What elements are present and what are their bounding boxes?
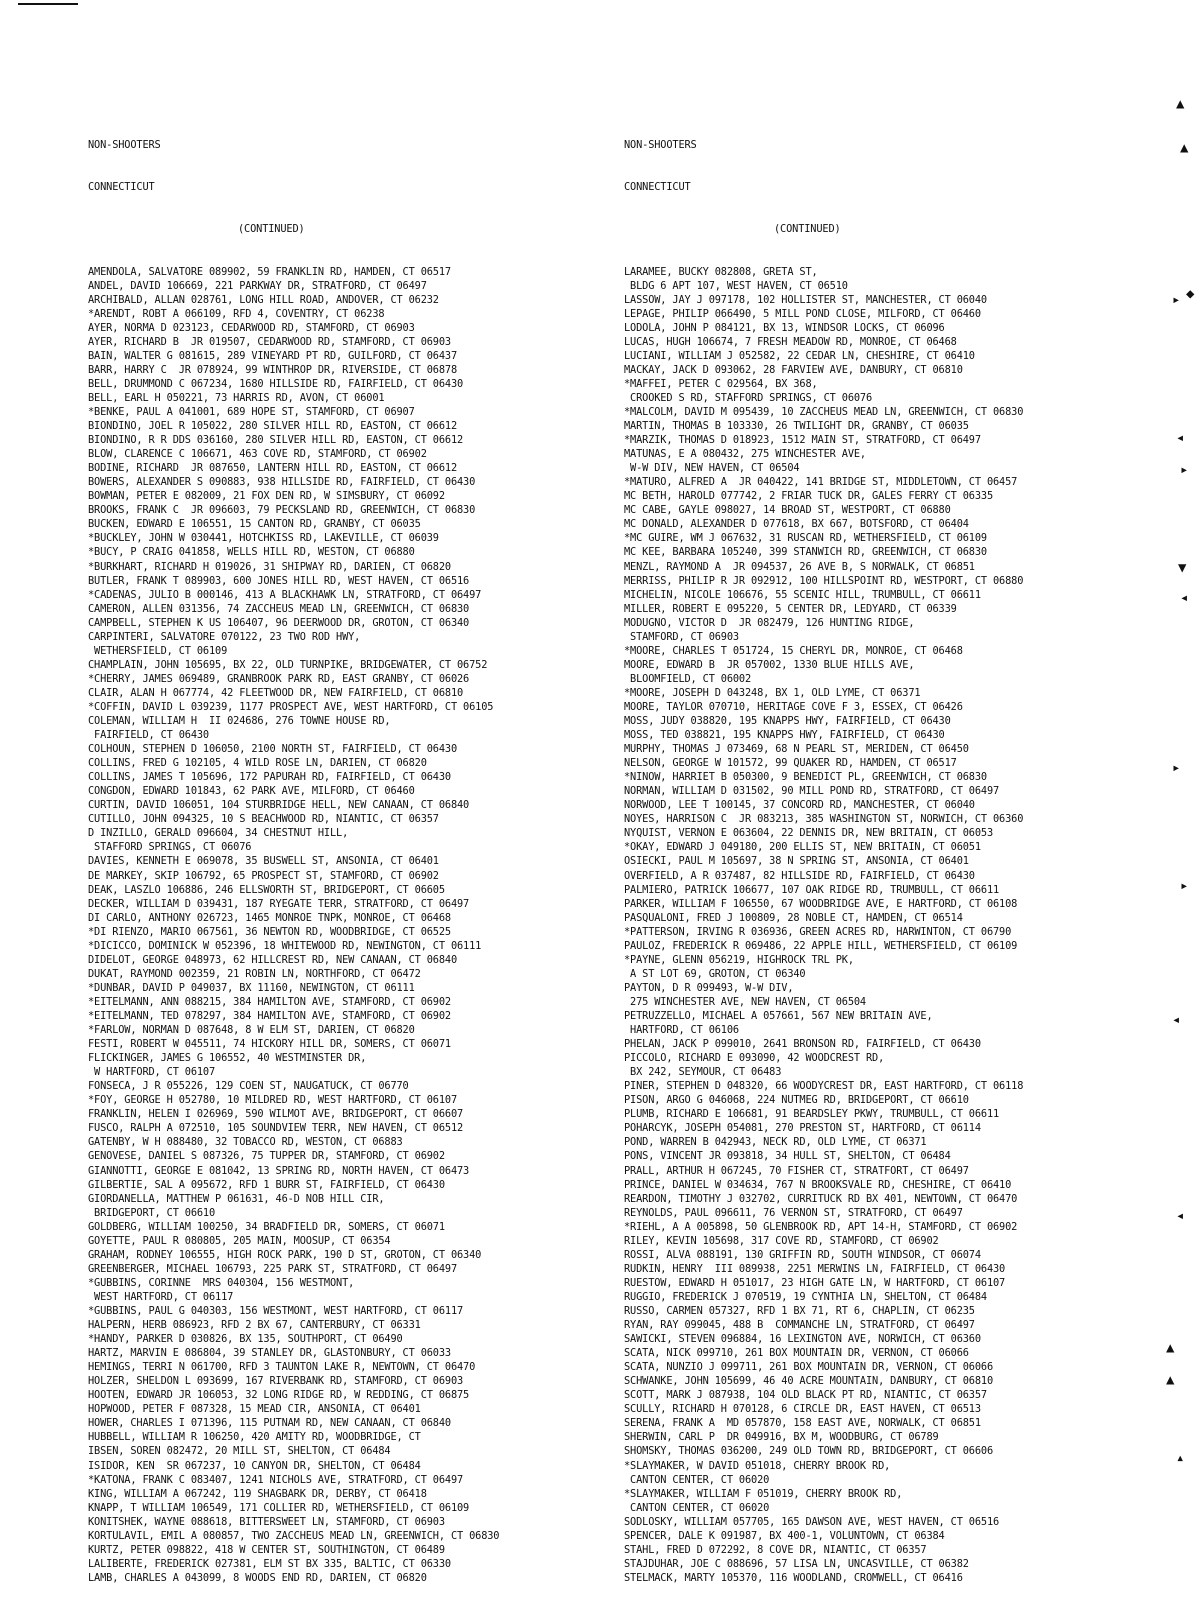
list-item: PLUMB, RICHARD E 106681, 91 BEARDSLEY PKWY, TRUMBULL, CT 06611 [624,1108,1000,1121]
list-item: *FOY, GEORGE H 052780, 10 MILDRED RD, WEST HARTFORD, CT 06107 [88,1094,458,1107]
list-item: FESTI, ROBERT W 045511, 74 HICKORY HILL DR, SOMERS, CT 06071 [88,1038,451,1051]
list-item: HOLZER, SHELDON L 093699, 167 RIVERBANK RD, STAMFORD, CT 06903 [88,1375,464,1388]
list-item: PASQUALONI, FRED J 100809, 28 NOBLE CT, HAMDEN, CT 06514 [624,911,963,924]
list-item: COLHOUN, STEPHEN D 106050, 2100 NORTH ST, FAIRFIELD, CT 06430 [88,743,458,756]
list-item: COLEMAN, WILLIAM H II 024686, 276 TOWNE HOUSE RD, [88,715,391,728]
continued-label: (CONTINUED) [238,223,305,236]
scan-edge-line [18,3,78,5]
list-item: LEPAGE, PHILIP 066490, 5 MILL POND CLOSE, MILFORD, CT 06460 [624,307,981,320]
list-item: NORMAN, WILLIAM D 031502, 90 MILL POND RD, STRATFORD, CT 06497 [624,785,1000,798]
list-item: *MARZIK, THOMAS D 018923, 1512 MAIN ST, STRATFORD, CT 06497 [624,434,981,447]
list-item: GENOVESE, DANIEL S 087326, 75 TUPPER DR, STAMFORD, CT 06902 [88,1150,445,1163]
list-item: COLLINS, JAMES T 105696, 172 PAPURAH RD, FAIRFIELD, CT 06430 [88,771,451,784]
list-item: W-W DIV, NEW HAVEN, CT 06504 [624,462,800,475]
list-item: GOLDBERG, WILLIAM 100250, 34 BRADFIELD DR, SOMERS, CT 06071 [88,1220,445,1233]
section-title: NON-SHOOTERS [624,139,697,152]
list-item: MENZL, RAYMOND A JR 094537, 26 AVE B, S NORWALK, CT 06851 [624,560,975,573]
list-item: NORWOOD, LEE T 100145, 37 CONCORD RD, MANCHESTER, CT 06040 [624,799,975,812]
list-item: WETHERSFIELD, CT 06109 [88,644,228,657]
list-item: RUESTOW, EDWARD H 051017, 23 HIGH GATE LN, W HARTFORD, CT 06107 [624,1276,1006,1289]
list-item: *GUBBINS, CORINNE MRS 040304, 156 WESTMONT, [88,1276,355,1289]
list-item: HOOTEN, EDWARD JR 106053, 32 LONG RIDGE RD, W REDDING, CT 06875 [88,1389,470,1402]
left-column [88,110,628,1599]
list-item: CLAIR, ALAN H 067774, 42 FLEETWOOD DR, NEW FAIRFIELD, CT 06810 [88,686,464,699]
list-item: MC DONALD, ALEXANDER D 077618, BX 667, BOTSFORD, CT 06404 [624,518,969,531]
list-item: PARKER, WILLIAM F 106550, 67 WOODBRIDGE AVE, E HARTFORD, CT 06108 [624,897,1018,910]
list-item: BIONDINO, R R DDS 036160, 280 SILVER HILL RD, EASTON, CT 06612 [88,434,464,447]
list-item: RUSSO, CARMEN 057327, RFD 1 BX 71, RT 6, CHAPLIN, CT 06235 [624,1304,975,1317]
list-item: MERRISS, PHILIP R JR 092912, 100 HILLSPOINT RD, WESTPORT, CT 06880 [624,574,1024,587]
list-item: *GUBBINS, PAUL G 040303, 156 WESTMONT, WEST HARTFORD, CT 06117 [88,1304,464,1317]
list-item: *MOORE, JOSEPH D 043248, BX 1, OLD LYME, CT 06371 [624,686,921,699]
list-item: MODUGNO, VICTOR D JR 082479, 126 HUNTING RIDGE, [624,616,915,629]
margin-mark: ◂ [1180,590,1189,606]
entry-list [88,265,628,1585]
list-item: KNAPP, T WILLIAM 106549, 171 COLLIER RD, WETHERSFIELD, CT 06109 [88,1501,470,1514]
list-item: *COFFIN, DAVID L 039239, 1177 PROSPECT AVE, WEST HARTFORD, CT 06105 [88,700,494,713]
list-item: LUCAS, HUGH 106674, 7 FRESH MEADOW RD, MONROE, CT 06468 [624,335,957,348]
list-item: MOSS, JUDY 038820, 195 KNAPPS HWY, FAIRFIELD, CT 06430 [624,715,951,728]
list-item: HEMINGS, TERRI N 061700, RFD 3 TAUNTON LAKE R, NEWTOWN, CT 06470 [88,1361,476,1374]
list-item: RUDKIN, HENRY III 089938, 2251 MERWINS LN, FAIRFIELD, CT 06430 [624,1262,1006,1275]
list-item: *MAFFEI, PETER C 029564, BX 368, [624,377,818,390]
list-item: BRIDGEPORT, CT 06610 [88,1206,216,1219]
margin-mark: ▸ [1180,878,1189,894]
list-item: FAIRFIELD, CT 06430 [88,729,209,742]
list-item: *SLAYMAKER, WILLIAM F 051019, CHERRY BROOK RD, [624,1487,903,1500]
right-column [624,110,1187,1599]
list-item: AMENDOLA, SALVATORE 089902, 59 FRANKLIN RD, HAMDEN, CT 06517 [88,265,451,278]
list-item: RILEY, KEVIN 105698, 317 COVE RD, STAMFORD, CT 06902 [624,1234,939,1247]
margin-mark: ▸ [1172,760,1181,776]
list-item: DI CARLO, ANTHONY 026723, 1465 MONROE TNPK, MONROE, CT 06468 [88,911,451,924]
list-item: MICHELIN, NICOLE 106676, 55 SCENIC HILL, TRUMBULL, CT 06611 [624,588,981,601]
margin-mark: ▼ [1178,560,1187,576]
list-item: PRALL, ARTHUR H 067245, 70 FISHER CT, STRATFORT, CT 06497 [624,1164,969,1177]
margin-mark: ◂ [1172,1012,1181,1028]
list-item: OVERFIELD, A R 037487, 82 HILLSIDE RD, FAIRFIELD, CT 06430 [624,869,975,882]
list-item: *CADENAS, JULIO B 000146, 413 A BLACKHAWK LN, STRATFORD, CT 06497 [88,588,482,601]
list-item: PAULOZ, FREDERICK R 069486, 22 APPLE HILL, WETHERSFIELD, CT 06109 [624,939,1018,952]
list-item: LARAMEE, BUCKY 082808, GRETA ST, [624,265,818,278]
list-item: DUKAT, RAYMOND 002359, 21 ROBIN LN, NORTHFORD, CT 06472 [88,967,421,980]
list-item: HOPWOOD, PETER F 087328, 15 MEAD CIR, ANSONIA, CT 06401 [88,1403,421,1416]
list-item: 275 WINCHESTER AVE, NEW HAVEN, CT 06504 [624,995,866,1008]
list-item: BLOW, CLARENCE C 106671, 463 COVE RD, STAMFORD, CT 06902 [88,448,427,461]
list-item: LODOLA, JOHN P 084121, BX 13, WINDSOR LOCKS, CT 06096 [624,321,945,334]
list-item: *ARENDT, ROBT A 066109, RFD 4, COVENTRY, CT 06238 [88,307,385,320]
margin-mark: ▲ [1176,96,1185,112]
list-item: MC CABE, GAYLE 098027, 14 BROAD ST, WESTPORT, CT 06880 [624,504,951,517]
list-item: REARDON, TIMOTHY J 032702, CURRITUCK RD BX 401, NEWTOWN, CT 06470 [624,1192,1018,1205]
list-item: DEAK, LASZLO 106886, 246 ELLSWORTH ST, BRIDGEPORT, CT 06605 [88,883,445,896]
list-item: SAWICKI, STEVEN 096884, 16 LEXINGTON AVE, NORWICH, CT 06360 [624,1333,981,1346]
list-item: MARTIN, THOMAS B 103330, 26 TWILIGHT DR, GRANBY, CT 06035 [624,420,969,433]
list-item: COLLINS, FRED G 102105, 4 WILD ROSE LN, DARIEN, CT 06820 [88,757,427,770]
list-item: AYER, NORMA D 023123, CEDARWOOD RD, STAMFORD, CT 06903 [88,321,415,334]
list-item: BLOOMFIELD, CT 06002 [624,672,752,685]
list-item: *DUNBAR, DAVID P 049037, BX 11160, NEWINGTON, CT 06111 [88,981,415,994]
list-item: GRAHAM, RODNEY 106555, HIGH ROCK PARK, 190 D ST, GROTON, CT 06340 [88,1248,482,1261]
margin-mark: ◂ [1176,1208,1185,1224]
list-item: SHERWIN, CARL P DR 049916, BX M, WOODBURG, CT 06789 [624,1431,939,1444]
list-item: *MC GUIRE, WM J 067632, 31 RUSCAN RD, WETHERSFIELD, CT 06109 [624,532,987,545]
list-item: GIORDANELLA, MATTHEW P 061631, 46-D NOB HILL CIR, [88,1192,385,1205]
list-item: CHAMPLAIN, JOHN 105695, BX 22, OLD TURNPIKE, BRIDGEWATER, CT 06752 [88,658,488,671]
list-item: BUTLER, FRANK T 089903, 600 JONES HILL RD, WEST HAVEN, CT 06516 [88,574,470,587]
list-item: WEST HARTFORD, CT 06117 [88,1290,234,1303]
margin-mark: ◆ [1186,286,1195,302]
list-item: *MOORE, CHARLES T 051724, 15 CHERYL DR, MONROE, CT 06468 [624,644,963,657]
list-item: *RIEHL, A A 005898, 50 GLENBROOK RD, APT 14-H, STAMFORD, CT 06902 [624,1220,1018,1233]
list-item: PAYTON, D R 099493, W-W DIV, [624,981,794,994]
list-item: GIANNOTTI, GEORGE E 081042, 13 SPRING RD, NORTH HAVEN, CT 06473 [88,1164,470,1177]
list-item: CAMERON, ALLEN 031356, 74 ZACCHEUS MEAD LN, GREENWICH, CT 06830 [88,602,470,615]
list-item: IBSEN, SOREN 082472, 20 MILL ST, SHELTON, CT 06484 [88,1445,391,1458]
list-item: *PATTERSON, IRVING R 036936, GREEN ACRES RD, HARWINTON, CT 06790 [624,925,1012,938]
list-item: ROSSI, ALVA 088191, 130 GRIFFIN RD, SOUTH WINDSOR, CT 06074 [624,1248,981,1261]
list-item: *FARLOW, NORMAN D 087648, 8 W ELM ST, DARIEN, CT 06820 [88,1024,415,1037]
list-item: LASSOW, JAY J 097178, 102 HOLLISTER ST, MANCHESTER, CT 06040 [624,293,987,306]
list-item: BOWERS, ALEXANDER S 090883, 938 HILLSIDE RD, FAIRFIELD, CT 06430 [88,476,476,489]
list-item: BUCKEN, EDWARD E 106551, 15 CANTON RD, GRANBY, CT 06035 [88,518,421,531]
list-item: *KATONA, FRANK C 083407, 1241 NICHOLS AVE, STRATFORD, CT 06497 [88,1473,464,1486]
list-item: CUTILLO, JOHN 094325, 10 S BEACHWOOD RD, NIANTIC, CT 06357 [88,813,439,826]
list-item: SCATA, NICK 099710, 261 BOX MOUNTAIN DR, VERNON, CT 06066 [624,1347,969,1360]
list-item: REYNOLDS, PAUL 096611, 76 VERNON ST, STRATFORD, CT 06497 [624,1206,963,1219]
list-item: *BUCKLEY, JOHN W 030441, HOTCHKISS RD, LAKEVILLE, CT 06039 [88,532,439,545]
margin-mark: ▲ [1166,1340,1175,1356]
list-item: *NINOW, HARRIET B 050300, 9 BENEDICT PL, GREENWICH, CT 06830 [624,771,987,784]
list-item: RYAN, RAY 099045, 488 B COMMANCHE LN, STRATFORD, CT 06497 [624,1319,975,1332]
list-item: *BUCY, P CRAIG 041858, WELLS HILL RD, WESTON, CT 06880 [88,546,415,559]
list-item: BELL, DRUMMOND C 067234, 1680 HILLSIDE RD, FAIRFIELD, CT 06430 [88,377,464,390]
list-item: STAJDUHAR, JOE C 088696, 57 LISA LN, UNCASVILLE, CT 06382 [624,1557,969,1570]
list-item: *PAYNE, GLENN 056219, HIGHROCK TRL PK, [624,953,854,966]
section-title: NON-SHOOTERS [88,139,161,152]
list-item: STAMFORD, CT 06903 [624,630,739,643]
list-item: HARTZ, MARVIN E 086804, 39 STANLEY DR, GLASTONBURY, CT 06033 [88,1347,451,1360]
list-item: DECKER, WILLIAM D 039431, 187 RYEGATE TERR, STRATFORD, CT 06497 [88,897,470,910]
list-item: PICCOLO, RICHARD E 093090, 42 WOODCREST RD, [624,1052,885,1065]
list-item: *DICICCO, DOMINICK W 052396, 18 WHITEWOOD RD, NEWINGTON, CT 06111 [88,939,482,952]
list-item: SCATA, NUNZIO J 099711, 261 BOX MOUNTAIN DR, VERNON, CT 06066 [624,1361,994,1374]
list-item: PISON, ARGO G 046068, 224 NUTMEG RD, BRIDGEPORT, CT 06610 [624,1094,969,1107]
list-item: PINER, STEPHEN D 048320, 66 WOODYCREST DR, EAST HARTFORD, CT 06118 [624,1080,1024,1093]
list-item: HARTFORD, CT 06106 [624,1024,739,1037]
margin-mark: ▸ [1172,292,1181,308]
list-item: FONSECA, J R 055226, 129 COEN ST, NAUGATUCK, CT 06770 [88,1080,409,1093]
list-item: BX 242, SEYMOUR, CT 06483 [624,1066,782,1079]
list-item: *BURKHART, RICHARD H 019026, 31 SHIPWAY RD, DARIEN, CT 06820 [88,560,451,573]
list-item: PHELAN, JACK P 099010, 2641 BRONSON RD, FAIRFIELD, CT 06430 [624,1038,981,1051]
list-item: LALIBERTE, FREDERICK 027381, ELM ST BX 335, BALTIC, CT 06330 [88,1557,451,1570]
list-item: ANDEL, DAVID 106669, 221 PARKWAY DR, STRATFORD, CT 06497 [88,279,427,292]
list-item: *MALCOLM, DAVID M 095439, 10 ZACCHEUS MEAD LN, GREENWICH, CT 06830 [624,405,1024,418]
margin-mark: ◂ [1176,430,1185,446]
list-item: A ST LOT 69, GROTON, CT 06340 [624,967,806,980]
list-item: MURPHY, THOMAS J 073469, 68 N PEARL ST, MERIDEN, CT 06450 [624,743,969,756]
list-item: ARCHIBALD, ALLAN 028761, LONG HILL ROAD, ANDOVER, CT 06232 [88,293,439,306]
list-item: POHARCYK, JOSEPH 054081, 270 PRESTON ST, HARTFORD, CT 06114 [624,1122,981,1135]
list-item: NYQUIST, VERNON E 063604, 22 DENNIS DR, NEW BRITAIN, CT 06053 [624,827,994,840]
list-item: MOORE, TAYLOR 070710, HERITAGE COVE F 3, ESSEX, CT 06426 [624,700,963,713]
list-item: W HARTFORD, CT 06107 [88,1066,216,1079]
list-item: DIDELOT, GEORGE 048973, 62 HILLCREST RD, NEW CANAAN, CT 06840 [88,953,458,966]
list-item: BIONDINO, JOEL R 105022, 280 SILVER HILL RD, EASTON, CT 06612 [88,420,458,433]
list-item: *EITELMANN, ANN 088215, 384 HAMILTON AVE, STAMFORD, CT 06902 [88,995,451,1008]
list-item: GILBERTIE, SAL A 095672, RFD 1 BURR ST, FAIRFIELD, CT 06430 [88,1178,445,1191]
list-item: HALPERN, HERB 086923, RFD 2 BX 67, CANTERBURY, CT 06331 [88,1319,421,1332]
list-item: HOWER, CHARLES I 071396, 115 PUTNAM RD, NEW CANAAN, CT 06840 [88,1417,451,1430]
list-item: MC KEE, BARBARA 105240, 399 STANWICH RD, GREENWICH, CT 06830 [624,546,987,559]
list-item: GATENBY, W H 088480, 32 TOBACCO RD, WESTON, CT 06883 [88,1136,403,1149]
list-item: *MATURO, ALFRED A JR 040422, 141 BRIDGE ST, MIDDLETOWN, CT 06457 [624,476,1018,489]
entry-list [624,265,1187,1585]
margin-mark: ▲ [1180,140,1189,156]
list-item: D INZILLO, GERALD 096604, 34 CHESTNUT HILL, [88,827,349,840]
list-item: *SLAYMAKER, W DAVID 051018, CHERRY BROOK RD, [624,1459,891,1472]
list-item: MOSS, TED 038821, 195 KNAPPS HWY, FAIRFIELD, CT 06430 [624,729,945,742]
state-heading: CONNECTICUT [624,181,691,194]
list-item: STELMACK, MARTY 105370, 116 WOODLAND, CROMWELL, CT 06416 [624,1571,963,1584]
list-item: BODINE, RICHARD JR 087650, LANTERN HILL RD, EASTON, CT 06612 [88,462,458,475]
list-item: PALMIERO, PATRICK 106677, 107 OAK RIDGE RD, TRUMBULL, CT 06611 [624,883,1000,896]
list-item: DE MARKEY, SKIP 106792, 65 PROSPECT ST, STAMFORD, CT 06902 [88,869,439,882]
list-item: *DI RIENZO, MARIO 067561, 36 NEWTON RD, WOODBRIDGE, CT 06525 [88,925,451,938]
list-item: SCULLY, RICHARD H 070128, 6 CIRCLE DR, EAST HAVEN, CT 06513 [624,1403,981,1416]
list-item: AYER, RICHARD B JR 019507, CEDARWOOD RD, STAMFORD, CT 06903 [88,335,451,348]
list-item: SCOTT, MARK J 087938, 104 OLD BLACK PT RD, NIANTIC, CT 06357 [624,1389,987,1402]
list-item: LAMB, CHARLES A 043099, 8 WOODS END RD, DARIEN, CT 06820 [88,1571,427,1584]
margin-mark: ▲ [1166,1372,1175,1388]
list-item: CANTON CENTER, CT 06020 [624,1501,770,1514]
list-item: *CHERRY, JAMES 069489, GRANBROOK PARK RD, EAST GRANBY, CT 06026 [88,672,470,685]
list-item: MILLER, ROBERT E 095220, 5 CENTER DR, LEDYARD, CT 06339 [624,602,957,615]
list-item: *EITELMANN, TED 078297, 384 HAMILTON AVE, STAMFORD, CT 06902 [88,1010,451,1022]
list-item: BROOKS, FRANK C JR 096603, 79 PECKSLAND RD, GREENWICH, CT 06830 [88,504,476,517]
list-item: SODLOSKY, WILLIAM 057705, 165 DAWSON AVE, WEST HAVEN, CT 06516 [624,1515,1000,1528]
list-item: NOYES, HARRISON C JR 083213, 385 WASHINGTON ST, NORWICH, CT 06360 [624,813,1024,826]
list-item: *BENKE, PAUL A 041001, 689 HOPE ST, STAMFORD, CT 06907 [88,405,415,418]
list-item: BARR, HARRY C JR 078924, 99 WINTHROP DR, RIVERSIDE, CT 06878 [88,363,458,376]
list-item: KORTULAVIL, EMIL A 080857, TWO ZACCHEUS MEAD LN, GREENWICH, CT 06830 [88,1529,500,1542]
list-item: KONITSHEK, WAYNE 088618, BITTERSWEET LN, STAMFORD, CT 06903 [88,1515,445,1528]
list-item: CANTON CENTER, CT 06020 [624,1473,770,1486]
list-item: CROOKED S RD, STAFFORD SPRINGS, CT 06076 [624,391,873,404]
list-item: CURTIN, DAVID 106051, 104 STURBRIDGE HELL, NEW CANAAN, CT 06840 [88,799,470,812]
list-item: BLDG 6 APT 107, WEST HAVEN, CT 06510 [624,279,848,292]
list-item: KURTZ, PETER 098822, 418 W CENTER ST, SOUTHINGTON, CT 06489 [88,1543,445,1556]
list-item: SPENCER, DALE K 091987, BX 400-1, VOLUNTOWN, CT 06384 [624,1529,945,1542]
continued-label: (CONTINUED) [774,223,841,236]
list-item: MACKAY, JACK D 093062, 28 FARVIEW AVE, DANBURY, CT 06810 [624,363,963,376]
list-item: *HANDY, PARKER D 030826, BX 135, SOUTHPORT, CT 06490 [88,1333,403,1346]
list-item: MATUNAS, E A 080432, 275 WINCHESTER AVE, [624,448,866,461]
list-item: HUBBELL, WILLIAM R 106250, 420 AMITY RD, WOODBRIDGE, CT [88,1431,421,1444]
list-item: NELSON, GEORGE W 101572, 99 QUAKER RD, HAMDEN, CT 06517 [624,757,957,770]
list-item: CARPINTERI, SALVATORE 070122, 23 TWO ROD HWY, [88,630,361,643]
list-item: SCHWANKE, JOHN 105699, 46 40 ACRE MOUNTAIN, DANBURY, CT 06810 [624,1375,994,1388]
list-item: GOYETTE, PAUL R 080805, 205 MAIN, MOOSUP, CT 06354 [88,1234,391,1247]
list-item: FLICKINGER, JAMES G 106552, 40 WESTMINSTER DR, [88,1052,367,1065]
list-item: STAHL, FRED D 072292, 8 COVE DR, NIANTIC, CT 06357 [624,1543,927,1556]
list-item: SHOMSKY, THOMAS 036200, 249 OLD TOWN RD, BRIDGEPORT, CT 06606 [624,1445,994,1458]
list-item: POND, WARREN B 042943, NECK RD, OLD LYME, CT 06371 [624,1136,927,1149]
list-item: LUCIANI, WILLIAM J 052582, 22 CEDAR LN, CHESHIRE, CT 06410 [624,349,975,362]
list-item: BELL, EARL H 050221, 73 HARRIS RD, AVON, CT 06001 [88,391,385,404]
list-item: GREENBERGER, MICHAEL 106793, 225 PARK ST, STRATFORD, CT 06497 [88,1262,458,1275]
list-item: CONGDON, EDWARD 101843, 62 PARK AVE, MILFORD, CT 06460 [88,785,415,798]
list-item: OSIECKI, PAUL M 105697, 38 N SPRING ST, ANSONIA, CT 06401 [624,855,969,868]
list-item: SERENA, FRANK A MD 057870, 158 EAST AVE, NORWALK, CT 06851 [624,1417,981,1430]
list-item: CAMPBELL, STEPHEN K US 106407, 96 DEERWOOD DR, GROTON, CT 06340 [88,616,470,629]
list-item: DAVIES, KENNETH E 069078, 35 BUSWELL ST, ANSONIA, CT 06401 [88,855,439,868]
list-item: *OKAY, EDWARD J 049180, 200 ELLIS ST, NEW BRITAIN, CT 06051 [624,841,981,854]
list-item: PONS, VINCENT JR 093818, 34 HULL ST, SHELTON, CT 06484 [624,1150,951,1163]
list-item: PETRUZZELLO, MICHAEL A 057661, 567 NEW BRITAIN AVE, [624,1010,933,1022]
list-item: FRANKLIN, HELEN I 026969, 590 WILMOT AVE, BRIDGEPORT, CT 06607 [88,1108,464,1121]
list-item: BOWMAN, PETER E 082009, 21 FOX DEN RD, W SIMSBURY, CT 06092 [88,490,445,503]
list-item: PRINCE, DANIEL W 034634, 767 N BROOKSVALE RD, CHESHIRE, CT 06410 [624,1178,1012,1191]
list-item: FUSCO, RALPH A 072510, 105 SOUNDVIEW TERR, NEW HAVEN, CT 06512 [88,1122,464,1135]
list-item: RUGGIO, FREDERICK J 070519, 19 CYNTHIA LN, SHELTON, CT 06484 [624,1290,987,1303]
list-item: STAFFORD SPRINGS, CT 06076 [88,841,252,854]
list-item: MOORE, EDWARD B JR 057002, 1330 BLUE HILLS AVE, [624,658,915,671]
list-item: MC BETH, HAROLD 077742, 2 FRIAR TUCK DR, GALES FERRY CT 06335 [624,490,994,503]
list-item: KING, WILLIAM A 067242, 119 SHAGBARK DR, DERBY, CT 06418 [88,1487,427,1500]
state-heading: CONNECTICUT [88,181,155,194]
margin-mark: ▴ [1176,1450,1185,1466]
list-item: ISIDOR, KEN SR 067237, 10 CANYON DR, SHELTON, CT 06484 [88,1459,421,1472]
margin-mark: ▸ [1180,462,1189,478]
list-item: BAIN, WALTER G 081615, 289 VINEYARD PT RD, GUILFORD, CT 06437 [88,349,458,362]
